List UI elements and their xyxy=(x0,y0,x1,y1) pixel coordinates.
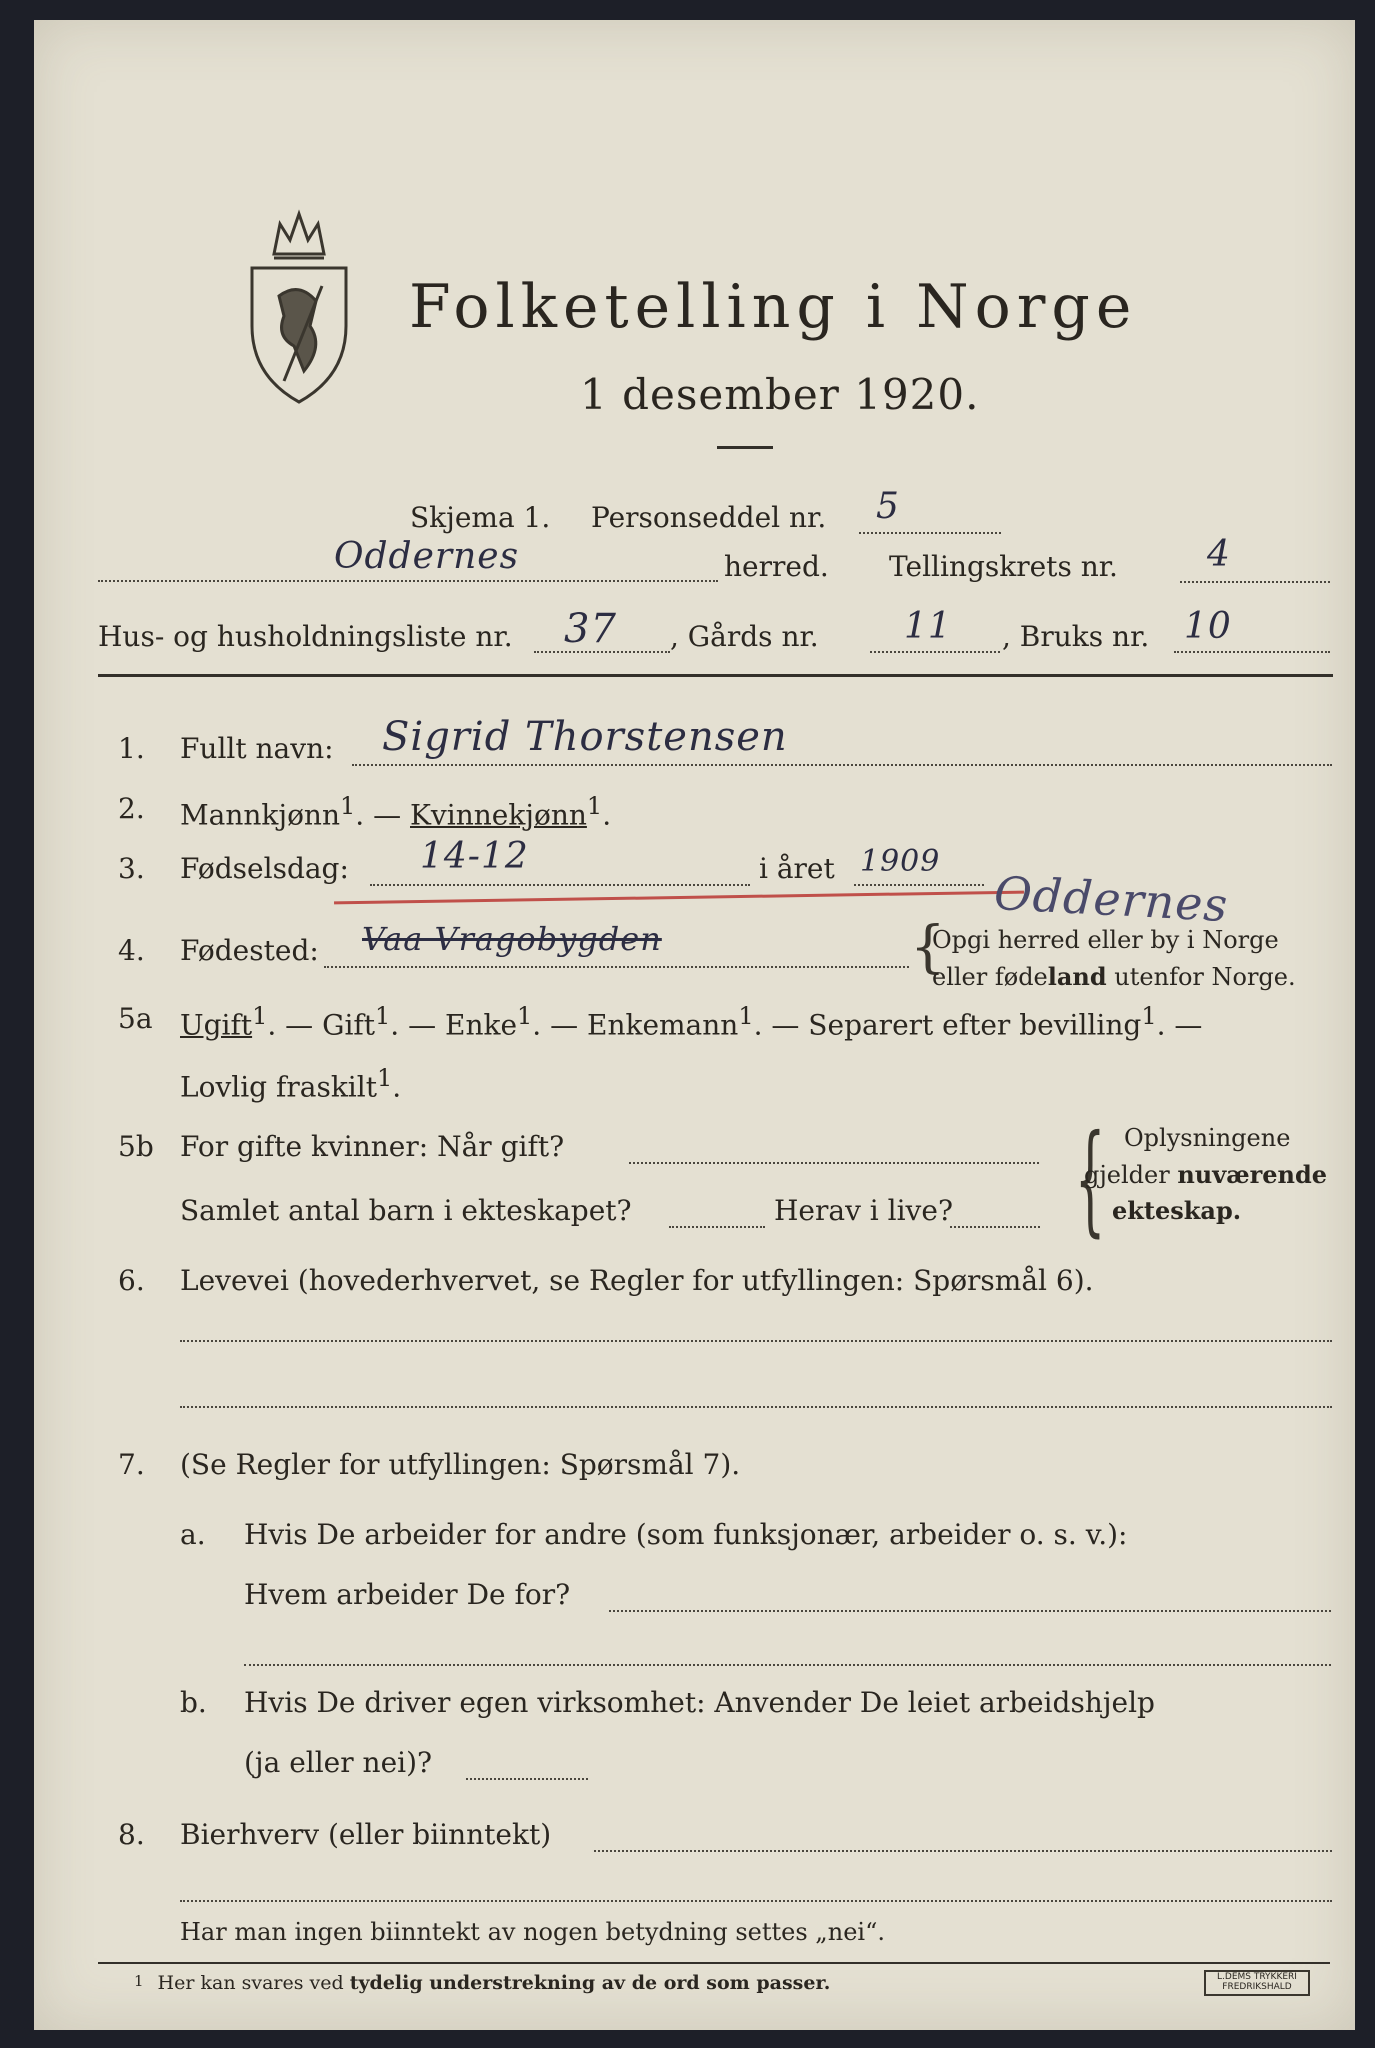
q5b-note2: gjelder nuværende xyxy=(1084,1160,1328,1189)
q5b-note3: ekteskap. xyxy=(1112,1196,1242,1225)
tellingskrets-value[interactable]: 4 xyxy=(1207,534,1231,575)
personseddel-label: Personseddel nr. xyxy=(591,501,827,534)
q5a-number: 5a xyxy=(118,1002,153,1035)
form-date: 1 desember 1920. xyxy=(580,370,980,419)
bruks-value[interactable]: 10 xyxy=(1184,606,1232,647)
q8-number: 8. xyxy=(118,1818,145,1851)
birth-year-value[interactable]: 1909 xyxy=(860,844,941,879)
q5b-number: 5b xyxy=(118,1130,154,1163)
q5b-herav: Herav i live? xyxy=(774,1194,953,1227)
birthplace-correction[interactable]: Oddernes xyxy=(992,865,1230,933)
q1-line xyxy=(352,764,1332,766)
q5b-children-line xyxy=(669,1226,765,1228)
personseddel-value[interactable]: 5 xyxy=(876,486,900,527)
q4-note-line1: Opgi herred eller by i Norge xyxy=(932,926,1279,954)
bruks-label: , Bruks nr. xyxy=(1002,620,1150,653)
option-ugift[interactable]: Ugift xyxy=(180,1008,253,1042)
herred-line xyxy=(98,580,718,582)
q4-note-line2: eller fødeland utenfor Norge. xyxy=(932,962,1296,991)
q3-number: 3. xyxy=(118,852,145,885)
coat-of-arms-icon xyxy=(244,206,354,406)
q3-day-line xyxy=(370,884,750,886)
q6-number: 6. xyxy=(118,1264,145,1297)
q5b-line1: For gifte kvinner: Når gift? xyxy=(180,1130,565,1163)
q6-label: Levevei (hovederhvervet, se Regler for utfyllingen: Spørsmål 6). xyxy=(180,1264,1094,1297)
q5b-note1: Oplysningene xyxy=(1124,1124,1291,1152)
gards-value[interactable]: 11 xyxy=(904,606,952,647)
option-lovlig-fraskilt[interactable]: Lovlig fraskilt xyxy=(180,1070,377,1104)
q2-number: 2. xyxy=(118,792,145,825)
q3-aret-label: i året xyxy=(759,852,835,885)
footnote: $^1$ Her kan svares ved tydelig understrekning av de ord som passer. xyxy=(134,1972,831,1994)
hus-label: Hus- og husholdningsliste nr. xyxy=(98,620,513,653)
q7b-text: Hvis De driver egen virksomhet: Anvender De leiet arbeidshjelp xyxy=(244,1686,1155,1719)
gards-label: , Gårds nr. xyxy=(670,620,819,653)
biinntekt-note: Har man ingen biinntekt av nogen betydning settes „nei“. xyxy=(180,1918,885,1946)
q5b-alive-line xyxy=(950,1226,1040,1228)
q7a-number: a. xyxy=(180,1518,206,1551)
herred-value[interactable]: Oddernes xyxy=(334,536,520,577)
option-mannkjonn[interactable]: Mannkjønn xyxy=(180,798,341,832)
q6-line2[interactable] xyxy=(180,1406,1332,1408)
personseddel-line xyxy=(859,532,1001,534)
form-title: Folketelling i Norge xyxy=(409,272,1138,342)
q7a-text: Hvis De arbeider for andre (som funksjonær, arbeider o. s. v.): xyxy=(244,1518,1128,1551)
herred-label: herred. xyxy=(724,550,829,583)
birthplace-value[interactable]: Vaa Vragobygden xyxy=(362,920,662,958)
q5a-line2: Lovlig fraskilt$^1$. xyxy=(180,1064,402,1104)
printer-stamp: L.DEMS TRYKKERI FREDRIKSHALD xyxy=(1204,1970,1310,1996)
q1-label: Fullt navn: xyxy=(180,732,334,765)
birthday-value[interactable]: 14-12 xyxy=(420,836,529,877)
q3-label: Fødselsdag: xyxy=(180,852,349,885)
q8-line1[interactable] xyxy=(594,1850,1332,1852)
q1-number: 1. xyxy=(118,732,145,765)
census-form-page xyxy=(34,20,1355,2030)
red-strike-line xyxy=(334,891,1024,905)
tellingskrets-line xyxy=(1180,581,1330,583)
q7a-line1[interactable] xyxy=(609,1610,1331,1612)
option-kvinnekjonn[interactable]: Kvinnekjønn xyxy=(410,798,587,832)
q4-number: 4. xyxy=(118,934,145,967)
q5b-brace: { xyxy=(1074,1110,1106,1249)
skjema-label: Skjema 1. xyxy=(410,501,551,534)
q4-brace: { xyxy=(910,915,946,980)
full-name-value[interactable]: Sigrid Thorstensen xyxy=(382,714,788,760)
q7-label: (Se Regler for utfyllingen: Spørsmål 7). xyxy=(180,1448,741,1481)
q8-line2[interactable] xyxy=(180,1900,1332,1902)
q2-options: Mannkjønn$^1$. — Kvinnekjønn$^1$. xyxy=(180,792,612,832)
bruks-line xyxy=(1174,651,1330,653)
q7b-line[interactable] xyxy=(466,1778,588,1780)
q7b-question: (ja eller nei)? xyxy=(244,1746,433,1779)
q4-line xyxy=(324,966,909,968)
q4-label: Fødested: xyxy=(180,934,319,967)
q7a-question: Hvem arbeider De for? xyxy=(244,1578,571,1611)
q3-year-line xyxy=(854,884,984,886)
tellingskrets-label: Tellingskrets nr. xyxy=(889,550,1118,583)
gards-line xyxy=(870,651,1000,653)
q8-label: Bierhverv (eller biinntekt) xyxy=(180,1818,552,1851)
hus-value[interactable]: 37 xyxy=(564,606,617,652)
q5b-line2: Samlet antal barn i ekteskapet? xyxy=(180,1194,632,1227)
q5a-options: Ugift$^1$. — Gift$^1$. — Enke$^1$. — Enkemann$^1$. — Separert efter bevilling$^1$. — xyxy=(180,1002,1203,1042)
header-rule xyxy=(98,674,1333,677)
q7-number: 7. xyxy=(118,1448,145,1481)
q6-line1[interactable] xyxy=(180,1340,1332,1342)
q5b-married-line xyxy=(629,1162,1039,1164)
q7b-number: b. xyxy=(180,1686,207,1719)
footer-rule xyxy=(98,1962,1330,1964)
title-divider xyxy=(717,446,773,449)
q7a-line2[interactable] xyxy=(244,1664,1331,1666)
